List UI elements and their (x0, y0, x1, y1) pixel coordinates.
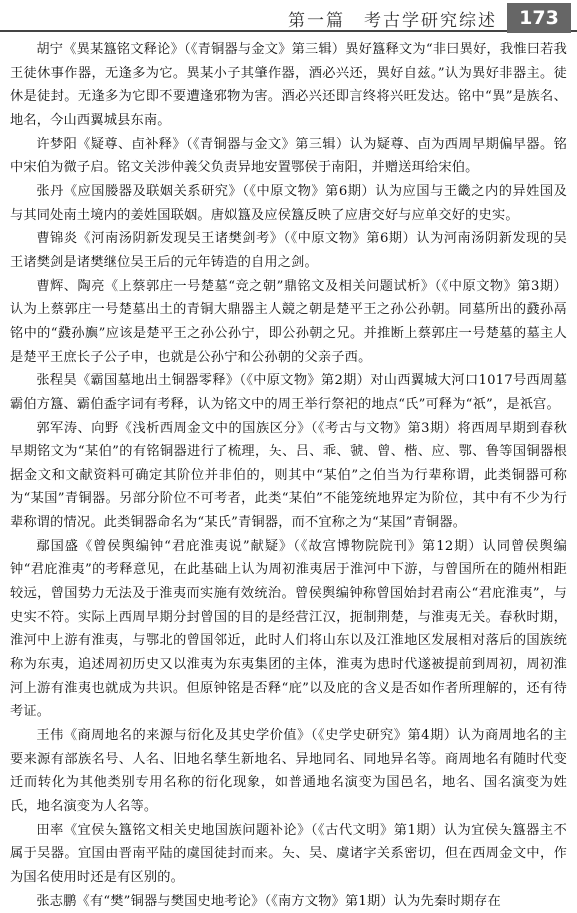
paragraph: 曹辉、陶亮《上蔡郭庄一号楚墓“竞之朝”鼎铭文及相关问题试析》（《中原文物》第3期）认为上蔡郭庄一号楚墓出土的青铜大鼎器主人競之朝是楚平王之孙公孙朝。同墓所出的鼗孙鬲铭中的“鼗孙旟”应该是楚平王之孙公孙宁，即公孙朝之兄。并推断上蔡郭庄一号楚墓的墓主人是楚平王庶长子公子申，也就是公孙宁和公孙朝的父亲子西。 (10, 278, 567, 365)
paragraph: 郭军涛、向野《浅析西周金文中的国族区分》（《考古与文物》第3期）将西周早期到春秋早期铭文为“某伯”的有铭铜器进行了梳理，夨、吕、乖、虢、曾、楷、应、鄂、鲁等国铜器根据金文和文献资料可确定其阶位并非伯的，则其中“某伯”之伯当为行辈称谓，此类铜器可称为“某国”青铜器。另部分阶位不可考者，此类“某伯”不能笼统地界定为阶位，其中有不少为行辈称谓的情况。此类铜器命名为“某氏”青铜器，而不宜称之为“某国”青铜器。 (10, 420, 567, 531)
page-number: 173 (507, 3, 571, 33)
paragraph: 田率《宜侯夨簋铭文相关史地国族问题补论》（《古代文明》第1期）认为宜侯夨簋器主不属于吴器。宜国由晋南平陆的虞国徒封而来。夨、吴、虞诸字关系密切，但在西周金文中，作为国名使用时还是有区别的。 (10, 822, 567, 885)
paragraph: 鄢国盛《曾侯舆编钟“君庇淮夷说”献疑》（《故宫博物院院刊》第12期）认同曾侯舆编钟“君庇淮夷”的考释意见，在此基础上认为周初淮夷居于淮河中下游，与曾国所在的随州相距较远，曾国势力无法及于淮夷而实施有效统治。曾侯舆编钟称曾国始封君南公“君庇淮夷”，与史实不符。实际上西周早期分封曾国的目的是经营江汉，扼制荆楚，与淮夷无关。春秋时期，淮河中上游有淮夷，与鄂北的曾国邻近，此时人们将山东以及江淮地区发展相对落后的国族统称为东夷，追述周初历史又以淮夷为东夷集团的主体，淮夷为患时代遂被提前到周初，周初淮河上游有淮夷也就成为共识。但原钟铭是否释“庇”以及庇的含义是否如作者所理解的，还有待考证。 (10, 538, 567, 720)
paragraph: 许梦阳《疑尊、卣补释》（《青铜器与金文》第三辑）认为疑尊、卣为西周早期偏早器。铭中宋伯为微子启。铭文关涉仲義父负责异地安置鄂侯于南阳，并赠送珥给宋伯。 (10, 136, 567, 176)
body-text (10, 38, 567, 909)
paragraph: 胡宁《異某簋铭文释论》（《青铜器与金文》第三辑）異好簋释文为“非曰異好，我惟曰若我王徒休事作器，无逢多为它。異某小子其肇作器，酒必兴还，異好自兹。”认为異好非器主。徒休是徒封。无逢多为它即不要遭逢邪物为害。酒必兴还即言终将兴旺发达。铭中“異”是族名、地名，今山西翼城县东南。 (10, 42, 567, 128)
running-title: 第一篇 考古学研究综述 (288, 11, 497, 31)
paragraph: 曹锦炎《河南汤阴新发现吴王诸樊剑考》（《中原文物》第6期）认为河南汤阴新发现的吴王诸樊剑是诸樊继位吴王后的元年铸造的自用之剑。 (10, 231, 567, 270)
running-header (0, 0, 577, 40)
paragraph: 王伟《商周地名的来源与衍化及其史学价值》（《史学史研究》第4期）认为商周地名的主要来源有部族名号、人名、旧地名孳生新地名、异地同名、同地异名等。商周地名有随时代变迁而转化为其他类别专用名称的衍化现象，如普通地名演变为国邑名，地名、国名演变为姓氏，地名演变为人名等。 (10, 728, 567, 814)
paragraph: 张志鹏《有“樊”铜器与樊国史地考论》（《南方文物》第1期）认为先秦时期存在 (36, 893, 501, 909)
paragraph: 张程昊《霸国墓地出土铜器零释》（《中原文物》第2期）对山西翼城大河口1017号西周墓霸伯方簋、霸伯盉字词有考释，认为铭文中的周王举行祭祀的地点“氏”可释为“祇”，是祇宫。 (10, 373, 567, 412)
paragraph: 张丹《应国媵器及联姻关系研究》（《中原文物》第6期）认为应国与王畿之内的异姓国及与其同处南土境内的姜姓国联姻。唐姒簋及应侯簋反映了应唐交好与应单交好的史实。 (10, 183, 567, 223)
